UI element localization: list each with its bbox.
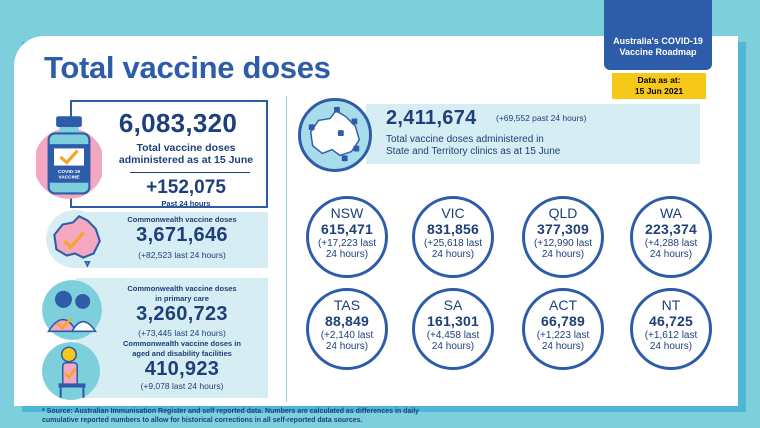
- state-value: 161,301: [426, 313, 479, 329]
- commonwealth-label: Commonwealth vaccine doses: [127, 215, 237, 224]
- state-name: WA: [659, 205, 683, 221]
- state-delta-2: 24 hours): [325, 341, 369, 352]
- state-clinics-desc-2: State and Territory clinics as at 15 June: [386, 146, 561, 157]
- state-clinics-card: [366, 104, 700, 164]
- roadmap-line1: Australia's COVID-19: [613, 36, 703, 46]
- state-delta-1: (+1,223 last: [536, 330, 590, 341]
- roadmap-badge: [604, 0, 712, 70]
- state-name: ACT: [549, 297, 577, 313]
- state-delta-1: (+17,223 last: [317, 238, 377, 249]
- date-value: 15 Jun 2021: [634, 86, 684, 96]
- state-name: SA: [443, 297, 463, 313]
- total-doses-delta-label: Past 24 hours: [161, 199, 211, 208]
- state-delta-2: 24 hours): [541, 249, 585, 260]
- state-clinics-desc: [386, 134, 560, 158]
- total-doses-value: 6,083,320: [118, 108, 238, 138]
- state-delta-2: 24 hours): [649, 249, 693, 260]
- state-value: 88,849: [324, 313, 370, 329]
- total-doses-delta: +152,075: [146, 177, 226, 198]
- state-card-nt: [630, 288, 712, 370]
- state-card-wa: [630, 196, 712, 278]
- state-card-sa: [412, 288, 494, 370]
- total-divider: [130, 172, 250, 173]
- state-delta-2: 24 hours): [325, 249, 369, 260]
- australia-map-icon: [44, 208, 106, 270]
- doctor-patient-icon: [40, 278, 104, 342]
- aged-care-value: 410,923: [144, 358, 220, 380]
- primary-care-label-2: in primary care: [155, 293, 209, 303]
- state-card-tas: [306, 288, 388, 370]
- state-delta-1: (+4,288 last: [644, 238, 698, 249]
- commonwealth-delta: (+82,523 last 24 hours): [138, 250, 226, 260]
- aged-care-label-1: Commonwealth vaccine doses in: [123, 339, 241, 348]
- bottle-label-1: COVID-19: [57, 170, 81, 176]
- state-name: VIC: [441, 205, 465, 221]
- primary-care-delta: (+73,445 last 24 hours): [138, 328, 226, 338]
- state-name: NSW: [330, 205, 364, 221]
- footnote: [42, 408, 742, 425]
- state-clinics-desc-1: Total vaccine doses administered in: [386, 134, 544, 145]
- state-name: NT: [661, 297, 681, 313]
- australia-clinic-map-icon: [301, 101, 369, 169]
- state-card-qld: [522, 196, 604, 278]
- total-doses-desc-2: administered as at 15 June: [118, 154, 254, 166]
- data-date-badge: [612, 73, 706, 99]
- state-delta-1: (+4,458 last: [426, 330, 480, 341]
- state-value: 46,725: [648, 313, 694, 329]
- section-divider: [286, 96, 287, 402]
- state-delta-1: (+2,140 last: [320, 330, 374, 341]
- state-delta-2: 24 hours): [431, 249, 475, 260]
- commonwealth-value: 3,671,646: [136, 224, 228, 246]
- state-delta-1: (+25,618 last: [423, 238, 483, 249]
- state-value: 615,471: [320, 221, 373, 237]
- aged-care-label-2: aged and disability facilities: [132, 348, 232, 358]
- state-name: QLD: [548, 205, 578, 221]
- state-delta-1: (+12,990 last: [533, 238, 593, 249]
- page-title: Total vaccine doses: [44, 50, 331, 85]
- state-delta-1: (+1,612 last: [644, 330, 698, 341]
- state-name: TAS: [333, 297, 361, 313]
- total-doses-desc-1: Total vaccine doses: [136, 142, 236, 154]
- state-clinics-past: (+69,552 past 24 hours): [496, 113, 587, 123]
- aged-care-delta: (+9,078 last 24 hours): [140, 381, 224, 391]
- state-value: 831,856: [426, 221, 479, 237]
- primary-care-value: 3,260,723: [136, 303, 228, 325]
- primary-care-label-1: Commonwealth vaccine doses: [127, 284, 237, 293]
- vaccine-bottle-icon: [36, 112, 102, 202]
- bottle-label-2: VACCINE: [58, 175, 80, 181]
- footnote-line-2: cumulative reported numbers to allow for historical corrections in all self-reported data sources.: [42, 416, 363, 424]
- aged-care-icon: [40, 340, 102, 402]
- state-value: 66,789: [540, 313, 586, 329]
- state-delta-2: 24 hours): [431, 341, 475, 352]
- state-card-nsw: [306, 196, 388, 278]
- state-value: 223,374: [644, 221, 697, 237]
- primary-care-card: [76, 278, 268, 398]
- state-value: 377,309: [536, 221, 589, 237]
- date-label: Data as at:: [637, 75, 681, 85]
- clinic-map-icon: [298, 98, 372, 172]
- footnote-line-1: * Source: Australian Immunisation Register and self reported data. Numbers are calculated as differences in daily: [42, 408, 420, 415]
- roadmap-line2: Vaccine Roadmap: [619, 47, 697, 57]
- state-delta-2: 24 hours): [541, 341, 585, 352]
- state-delta-2: 24 hours): [649, 341, 693, 352]
- state-card-vic: [412, 196, 494, 278]
- state-clinics-value: 2,411,674: [386, 107, 477, 129]
- state-card-act: [522, 288, 604, 370]
